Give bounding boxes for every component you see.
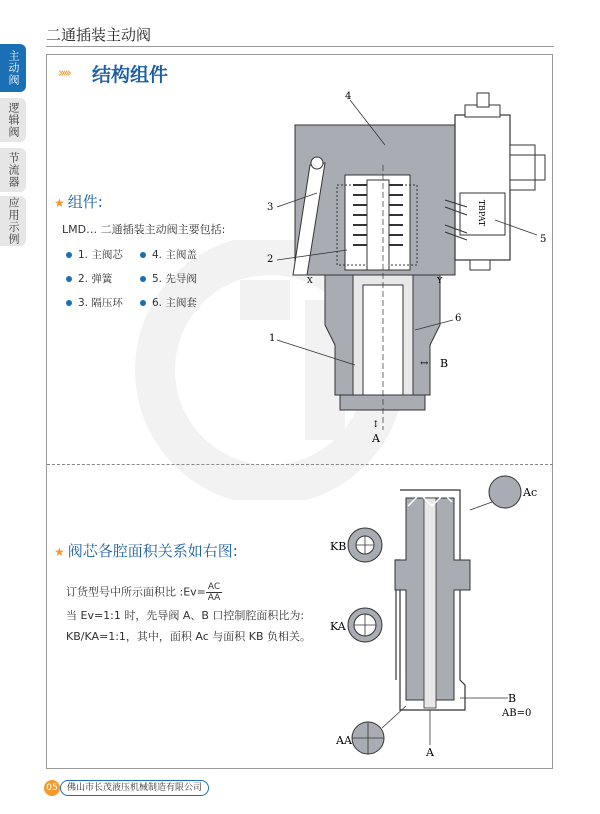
components-heading: ★ 组件: — [54, 193, 103, 211]
part-label-4: 4 — [345, 91, 352, 102]
components-intro: LMD… 二通插装主动阀主要包括: — [62, 223, 226, 236]
kb-label: KB — [330, 540, 347, 553]
valve-structure-diagram — [255, 85, 555, 450]
bullet-icon — [140, 252, 146, 258]
ac-label: Ac — [523, 486, 538, 499]
section-divider — [47, 464, 553, 465]
section-arrows-icon: ››››› — [58, 66, 69, 81]
component-item: 3. 隔压环 — [66, 295, 123, 310]
section-title: 结构组件 — [92, 64, 169, 86]
part-label-6: 6 — [455, 313, 462, 324]
part-label-1: 1 — [269, 333, 276, 344]
star-icon: ★ — [54, 545, 65, 559]
area-relation-line: KB/KA=1:1，其中，面积 Ac 与面积 KB 负相关。 — [66, 630, 312, 643]
port-x-label: X — [307, 276, 313, 285]
tab-application-example[interactable]: 应用示例 — [0, 196, 26, 246]
page-number: 05 — [44, 780, 60, 796]
bullet-icon — [66, 300, 72, 306]
tab-main-valve[interactable]: 主动阀 — [0, 44, 26, 92]
ka-label: KA — [330, 620, 346, 633]
component-item: 6. 主阀套 — [140, 295, 197, 310]
tab-logic-valve[interactable]: 逻辑阀 — [0, 98, 26, 142]
ac-area-circle — [489, 476, 521, 508]
company-name: 佛山市长茂液压机械制造有限公司 — [60, 780, 209, 796]
component-item: 1. 主阀芯 — [66, 247, 123, 262]
port-a-label: A — [426, 746, 434, 759]
bullet-icon — [140, 276, 146, 282]
part-label-5: 5 — [540, 234, 547, 245]
area-heading: ★ 阀芯各腔面积关系如右图: — [54, 542, 238, 560]
part-label-2: 2 — [267, 254, 274, 265]
ab-label: AB=0 — [502, 708, 532, 719]
port-a-label: A — [372, 432, 380, 445]
part-label-3: 3 — [267, 202, 274, 213]
port-b-arrow: ↔ — [420, 358, 429, 369]
area-ratio-fraction: $\frac{AC}{AA}$ — [207, 582, 221, 603]
bullet-icon — [66, 252, 72, 258]
header-rule — [46, 46, 554, 47]
component-item: 5. 先导阀 — [140, 271, 197, 286]
spool-area-diagram — [320, 470, 550, 765]
area-condition-line: 当 Ev=1:1 时，先导阀 A、B 口控制腔面积比为: — [66, 609, 305, 622]
port-a-arrow: ↕ — [372, 420, 380, 430]
component-item: 2. 弹簧 — [66, 271, 112, 286]
pilot-valve-label: TBPAT — [477, 199, 486, 227]
star-icon: ★ — [54, 196, 65, 210]
page-header-title: 二通插装主动阀 — [46, 26, 152, 44]
bullet-icon — [140, 300, 146, 306]
port-b-label: B — [508, 692, 517, 705]
tab-throttle[interactable]: 节流器 — [0, 148, 26, 192]
aa-label: AA — [336, 734, 352, 747]
port-b-label: B — [440, 357, 449, 370]
port-y-label: Y — [437, 276, 443, 285]
area-ratio-line: 订货型号中所示面积比 :Ev= $\frac{AC}{AA}$ — [66, 582, 221, 603]
bullet-icon — [66, 276, 72, 282]
component-item: 4. 主阀盖 — [140, 247, 197, 262]
